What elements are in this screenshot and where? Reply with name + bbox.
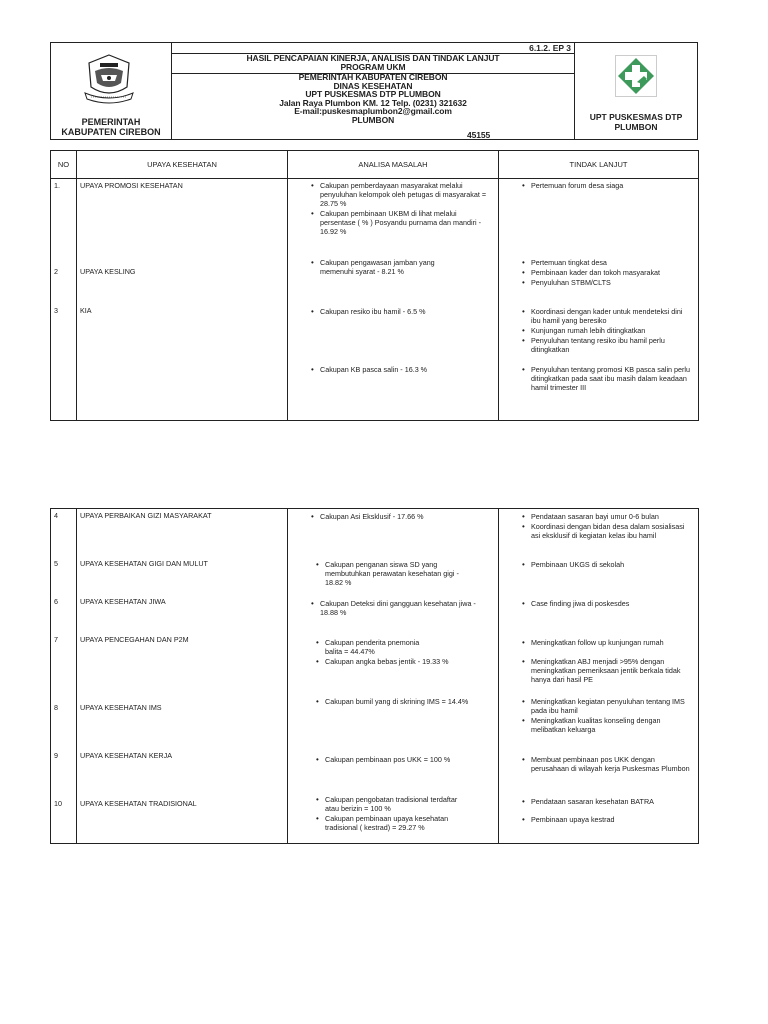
analysis-item: • Cakupan pengobatan tradisional terdaftar atau berizin = 100 % bbox=[325, 795, 468, 813]
follow-up-item: • Pendataan sasaran bayi umur 0-6 bulan bbox=[531, 512, 694, 521]
table-header-row bbox=[51, 151, 699, 179]
program-name: UPAYA KESLING bbox=[80, 267, 136, 276]
city-line: PLUMBON bbox=[351, 114, 395, 125]
row-number: 3 bbox=[54, 306, 58, 315]
follow-up-item: • Meningkatkan ABJ menjadi >95% dengan meningkatkan pemeriksaan jentik berkala tidak hanya dari hasil PE bbox=[531, 657, 694, 684]
institution-address-block bbox=[171, 73, 575, 124]
row-number: 6 bbox=[54, 597, 58, 606]
puskesmas-logo-cell bbox=[574, 43, 697, 139]
analysis-item: • Cakupan Deteksi dini gangguan kesehatan jiwa - 18.88 % bbox=[320, 599, 488, 617]
table-row bbox=[51, 509, 699, 844]
document-header bbox=[50, 42, 698, 140]
report-title-row bbox=[171, 53, 575, 74]
follow-up-item: • Kunjungan rumah lebih ditingkatkan bbox=[531, 326, 694, 335]
cirebon-emblem-icon bbox=[79, 53, 139, 109]
follow-up-item: • Membuat pembinaan pos UKK dengan perusahaan di wilayah kerja Puskesmas Plumbon bbox=[531, 755, 694, 773]
email-line: E-mail:puskesmaplumbon2@gmail.com bbox=[294, 106, 452, 116]
puskesmas-name: UPT PUSKESMAS DTP PLUMBON bbox=[305, 89, 441, 99]
analisa-cell bbox=[288, 179, 498, 420]
postal-code: 45155 bbox=[467, 130, 491, 140]
program-name: UPAYA KESEHATAN IMS bbox=[80, 703, 162, 712]
program-name: UPAYA KESEHATAN GIGI DAN MULUT bbox=[80, 559, 208, 568]
performance-table-part-1 bbox=[50, 150, 699, 421]
column-header-analisa: ANALISA MASALAH bbox=[288, 151, 499, 179]
column-header-no: NO bbox=[51, 151, 77, 179]
program-name: KIA bbox=[80, 306, 92, 315]
column-header-upaya: UPAYA KESEHATAN bbox=[77, 151, 288, 179]
row-number: 10 bbox=[54, 799, 62, 808]
column-header-tindak: TINDAK LANJUT bbox=[499, 151, 699, 179]
puskesmas-logo-icon bbox=[615, 55, 657, 97]
upaya-cell bbox=[77, 179, 287, 420]
follow-up-item: • Pertemuan forum desa siaga bbox=[531, 181, 694, 190]
analisa-cell bbox=[288, 509, 498, 843]
header-title-block bbox=[171, 43, 575, 139]
analysis-item: • Cakupan penderita pnemonia balita = 44.47% bbox=[325, 638, 428, 656]
row-number: 1. bbox=[54, 181, 60, 190]
no-cell bbox=[51, 179, 76, 420]
left-label bbox=[51, 117, 171, 137]
regency-emblem-cell bbox=[51, 43, 172, 139]
analysis-item: • Cakupan pembinaan pos UKK = 100 % bbox=[325, 755, 488, 764]
left-label-line-1: PEMERINTAH bbox=[81, 117, 141, 127]
no-cell bbox=[51, 509, 76, 843]
follow-up-item: • Penyuluhan tentang resiko ibu hamil perlu ditingkatkan bbox=[531, 336, 694, 354]
follow-up-item: • Case finding jiwa di poskesdes bbox=[531, 599, 694, 608]
analysis-item: • Cakupan pembinaan UKBM di lihat melalui persentase ( % ) Posyandu purnama dan mandiri - 16.92 % bbox=[320, 209, 488, 236]
analysis-item: • Cakupan KB pasca salin - 16.3 % bbox=[320, 365, 488, 374]
left-label-line-2: KABUPATEN CIREBON bbox=[61, 127, 161, 137]
report-title-line-1: HASIL PENCAPAIAN KINERJA, ANALISIS DAN TINDAK LANJUT bbox=[246, 53, 500, 63]
follow-up-item: • Penyuluhan STBM/CLTS bbox=[531, 278, 694, 287]
analysis-item: • Cakupan bumil yang di skrining IMS = 14.4% bbox=[325, 697, 494, 706]
address-line: Jalan Raya Plumbon KM. 12 Telp. (0231) 321632 bbox=[279, 97, 467, 108]
analysis-item: • Cakupan penganan siswa SD yang membutuhkan perawatan kesehatan gigi - 18.82 % bbox=[325, 560, 478, 587]
program-name: UPAYA PENCEGAHAN DAN P2M bbox=[80, 635, 189, 644]
report-title-line-2: PROGRAM UKM bbox=[340, 61, 406, 72]
row-number: 5 bbox=[54, 559, 58, 568]
right-label bbox=[575, 112, 697, 132]
row-number: 7 bbox=[54, 635, 58, 644]
analysis-item: • Cakupan pembinaan upaya kesehatan tradisional ( kestrad) = 29.27 % bbox=[325, 814, 468, 832]
program-name: UPAYA PERBAIKAN GIZI MASYARAKAT bbox=[80, 511, 212, 520]
table-row bbox=[51, 179, 699, 421]
row-number: 8 bbox=[54, 703, 58, 712]
analysis-item: • Cakupan pengawasan jamban yang memenuhi syarat - 8.21 % bbox=[320, 258, 458, 276]
upaya-cell bbox=[77, 509, 287, 843]
follow-up-item: • Pendataan sasaran kesehatan BATRA bbox=[531, 797, 694, 806]
analysis-item: • Cakupan angka bebas jentik - 19.33 % bbox=[325, 657, 488, 666]
program-name: UPAYA KESEHATAN JIWA bbox=[80, 597, 166, 606]
follow-up-item: • Penyuluhan tentang promosi KB pasca salin perlu ditingkatkan pada saat ibu masih dalam keadaan hamil trimester III bbox=[531, 365, 694, 392]
follow-up-item: • Meningkatkan kualitas konseling dengan melibatkan keluarga bbox=[531, 716, 694, 734]
follow-up-item: • Pertemuan tingkat desa bbox=[531, 258, 694, 267]
program-name: UPAYA KESEHATAN KERJA bbox=[80, 751, 172, 760]
follow-up-item: • Pembinaan kader dan tokoh masyarakat bbox=[531, 268, 694, 277]
program-name: UPAYA KESEHATAN TRADISIONAL bbox=[80, 799, 197, 808]
analysis-item: • Cakupan Asi Eksklusif - 17.66 % bbox=[320, 512, 488, 521]
row-number: 9 bbox=[54, 751, 58, 760]
right-label-line-1: UPT PUSKESMAS DTP bbox=[589, 112, 683, 122]
row-number: 2 bbox=[54, 267, 58, 276]
government-name: PEMERINTAH KABUPATEN CIREBON bbox=[298, 72, 448, 82]
tindak-cell bbox=[499, 509, 698, 843]
row-number: 4 bbox=[54, 511, 58, 520]
follow-up-item: • Koordinasi dengan bidan desa dalam sosialisasi asi eksklusif di kegiatan kelas ibu hamil bbox=[531, 522, 694, 540]
document-code: 6.1.2. EP 3 bbox=[529, 43, 571, 53]
follow-up-item: • Meningkatkan kegiatan penyuluhan tentang IMS pada ibu hamil bbox=[531, 697, 694, 715]
follow-up-item: • Koordinasi dengan kader untuk mendeteksi dini ibu hamil yang beresiko bbox=[531, 307, 694, 325]
analysis-item: • Cakupan resiko ibu hamil - 6.5 % bbox=[320, 307, 488, 316]
follow-up-item: • Meningkatkan follow up kunjungan rumah bbox=[531, 638, 694, 647]
analysis-item: • Cakupan pemberdayaan masyarakat melalui penyuluhan kelompok oleh petugas di masyarakat = 28.75 % bbox=[320, 181, 488, 208]
right-label-line-2: PLUMBON bbox=[614, 122, 658, 132]
performance-table-part-2 bbox=[50, 508, 699, 844]
program-name: UPAYA PROMOSI KESEHATAN bbox=[80, 181, 183, 190]
department-name: DINAS KESEHATAN bbox=[333, 80, 413, 91]
tindak-cell bbox=[499, 179, 698, 420]
follow-up-item: • Pembinaan upaya kestrad bbox=[531, 815, 694, 824]
follow-up-item: • Pembinaan UKGS di sekolah bbox=[531, 560, 694, 569]
